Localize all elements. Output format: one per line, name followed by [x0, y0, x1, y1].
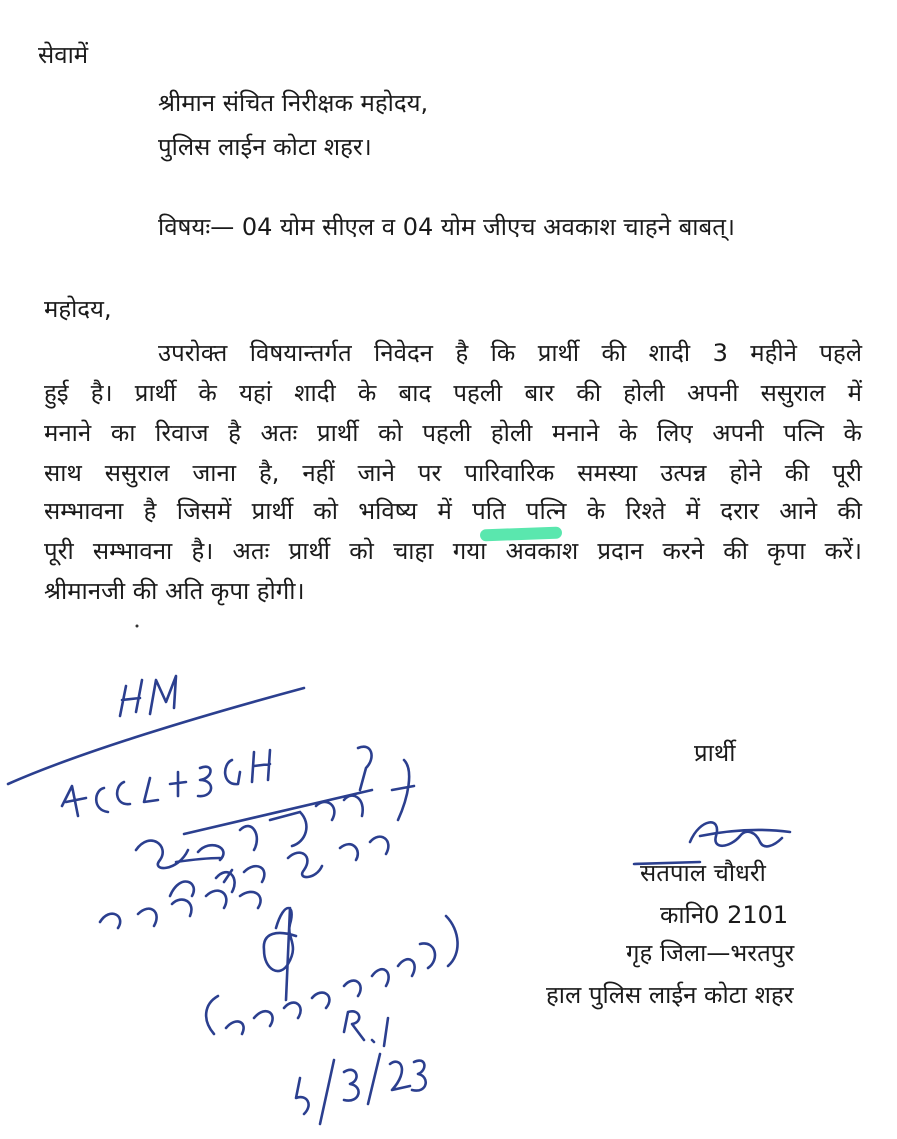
note-line-2	[62, 750, 270, 816]
applicant-label: प्रार्थी	[694, 739, 736, 767]
recipient-line-1: श्रीमान संचित निरीक्षक महोदय,	[158, 89, 429, 117]
constable-number: कानि0 2101	[660, 901, 789, 929]
note-line-5	[100, 870, 261, 928]
note-hm	[120, 676, 176, 716]
body-line-1: उपरोक्त विषयान्तर्गत निवेदन है कि प्रार्थी की शादी 3 महीने पहले	[158, 339, 862, 367]
ri-date	[296, 1054, 426, 1124]
body-line-6: पूरी सम्भावना है। अतः प्रार्थी को चाहा गया अवकाश प्रदान करने की कृपा करें।	[44, 537, 862, 565]
recipient-line-2: पुलिस लाईन कोटा शहर।	[158, 133, 372, 161]
signature-strike	[634, 862, 700, 864]
note-diagonal-line	[8, 688, 304, 784]
current-posting: हाल पुलिस लाईन कोटा शहर	[546, 981, 794, 1009]
greeting: महोदय,	[44, 295, 112, 323]
applicant-signature	[690, 822, 790, 846]
body-line-4: साथ ससुराल जाना है, नहीं जाने पर पारिवारिक समस्या उत्पन्न होने की पूरी	[44, 459, 862, 487]
stray-dot	[136, 625, 139, 628]
applicant-name: सतपाल चौधरी	[640, 859, 766, 887]
body-line-3: मनाने का रिवाज है अतः प्रार्थी को पहली होली मनाने के लिए अपनी पत्नि के	[44, 419, 862, 447]
salutation-to: सेवामें	[38, 41, 89, 69]
subject-line: विषयः— 04 योम सीएल व 04 योम जीएच अवकाश चाहने बाबत्।	[158, 213, 735, 241]
body-line-2: हुई है। प्रार्थी के यहां शादी के बाद पहली बार की होली अपनी ससुराल में	[44, 379, 862, 407]
body-line-5: सम्भावना है जिसमें प्रार्थी को भविष्य में पति पत्नि के रिश्ते में दरार आने की	[44, 497, 862, 525]
ri-signature	[264, 908, 296, 1000]
body-line-7: श्रीमानजी की अति कृपा होगी।	[44, 577, 305, 605]
home-district: गृह जिला—भरतपुर	[626, 939, 795, 967]
ri-designation	[344, 1011, 388, 1046]
ri-name	[206, 916, 457, 1034]
